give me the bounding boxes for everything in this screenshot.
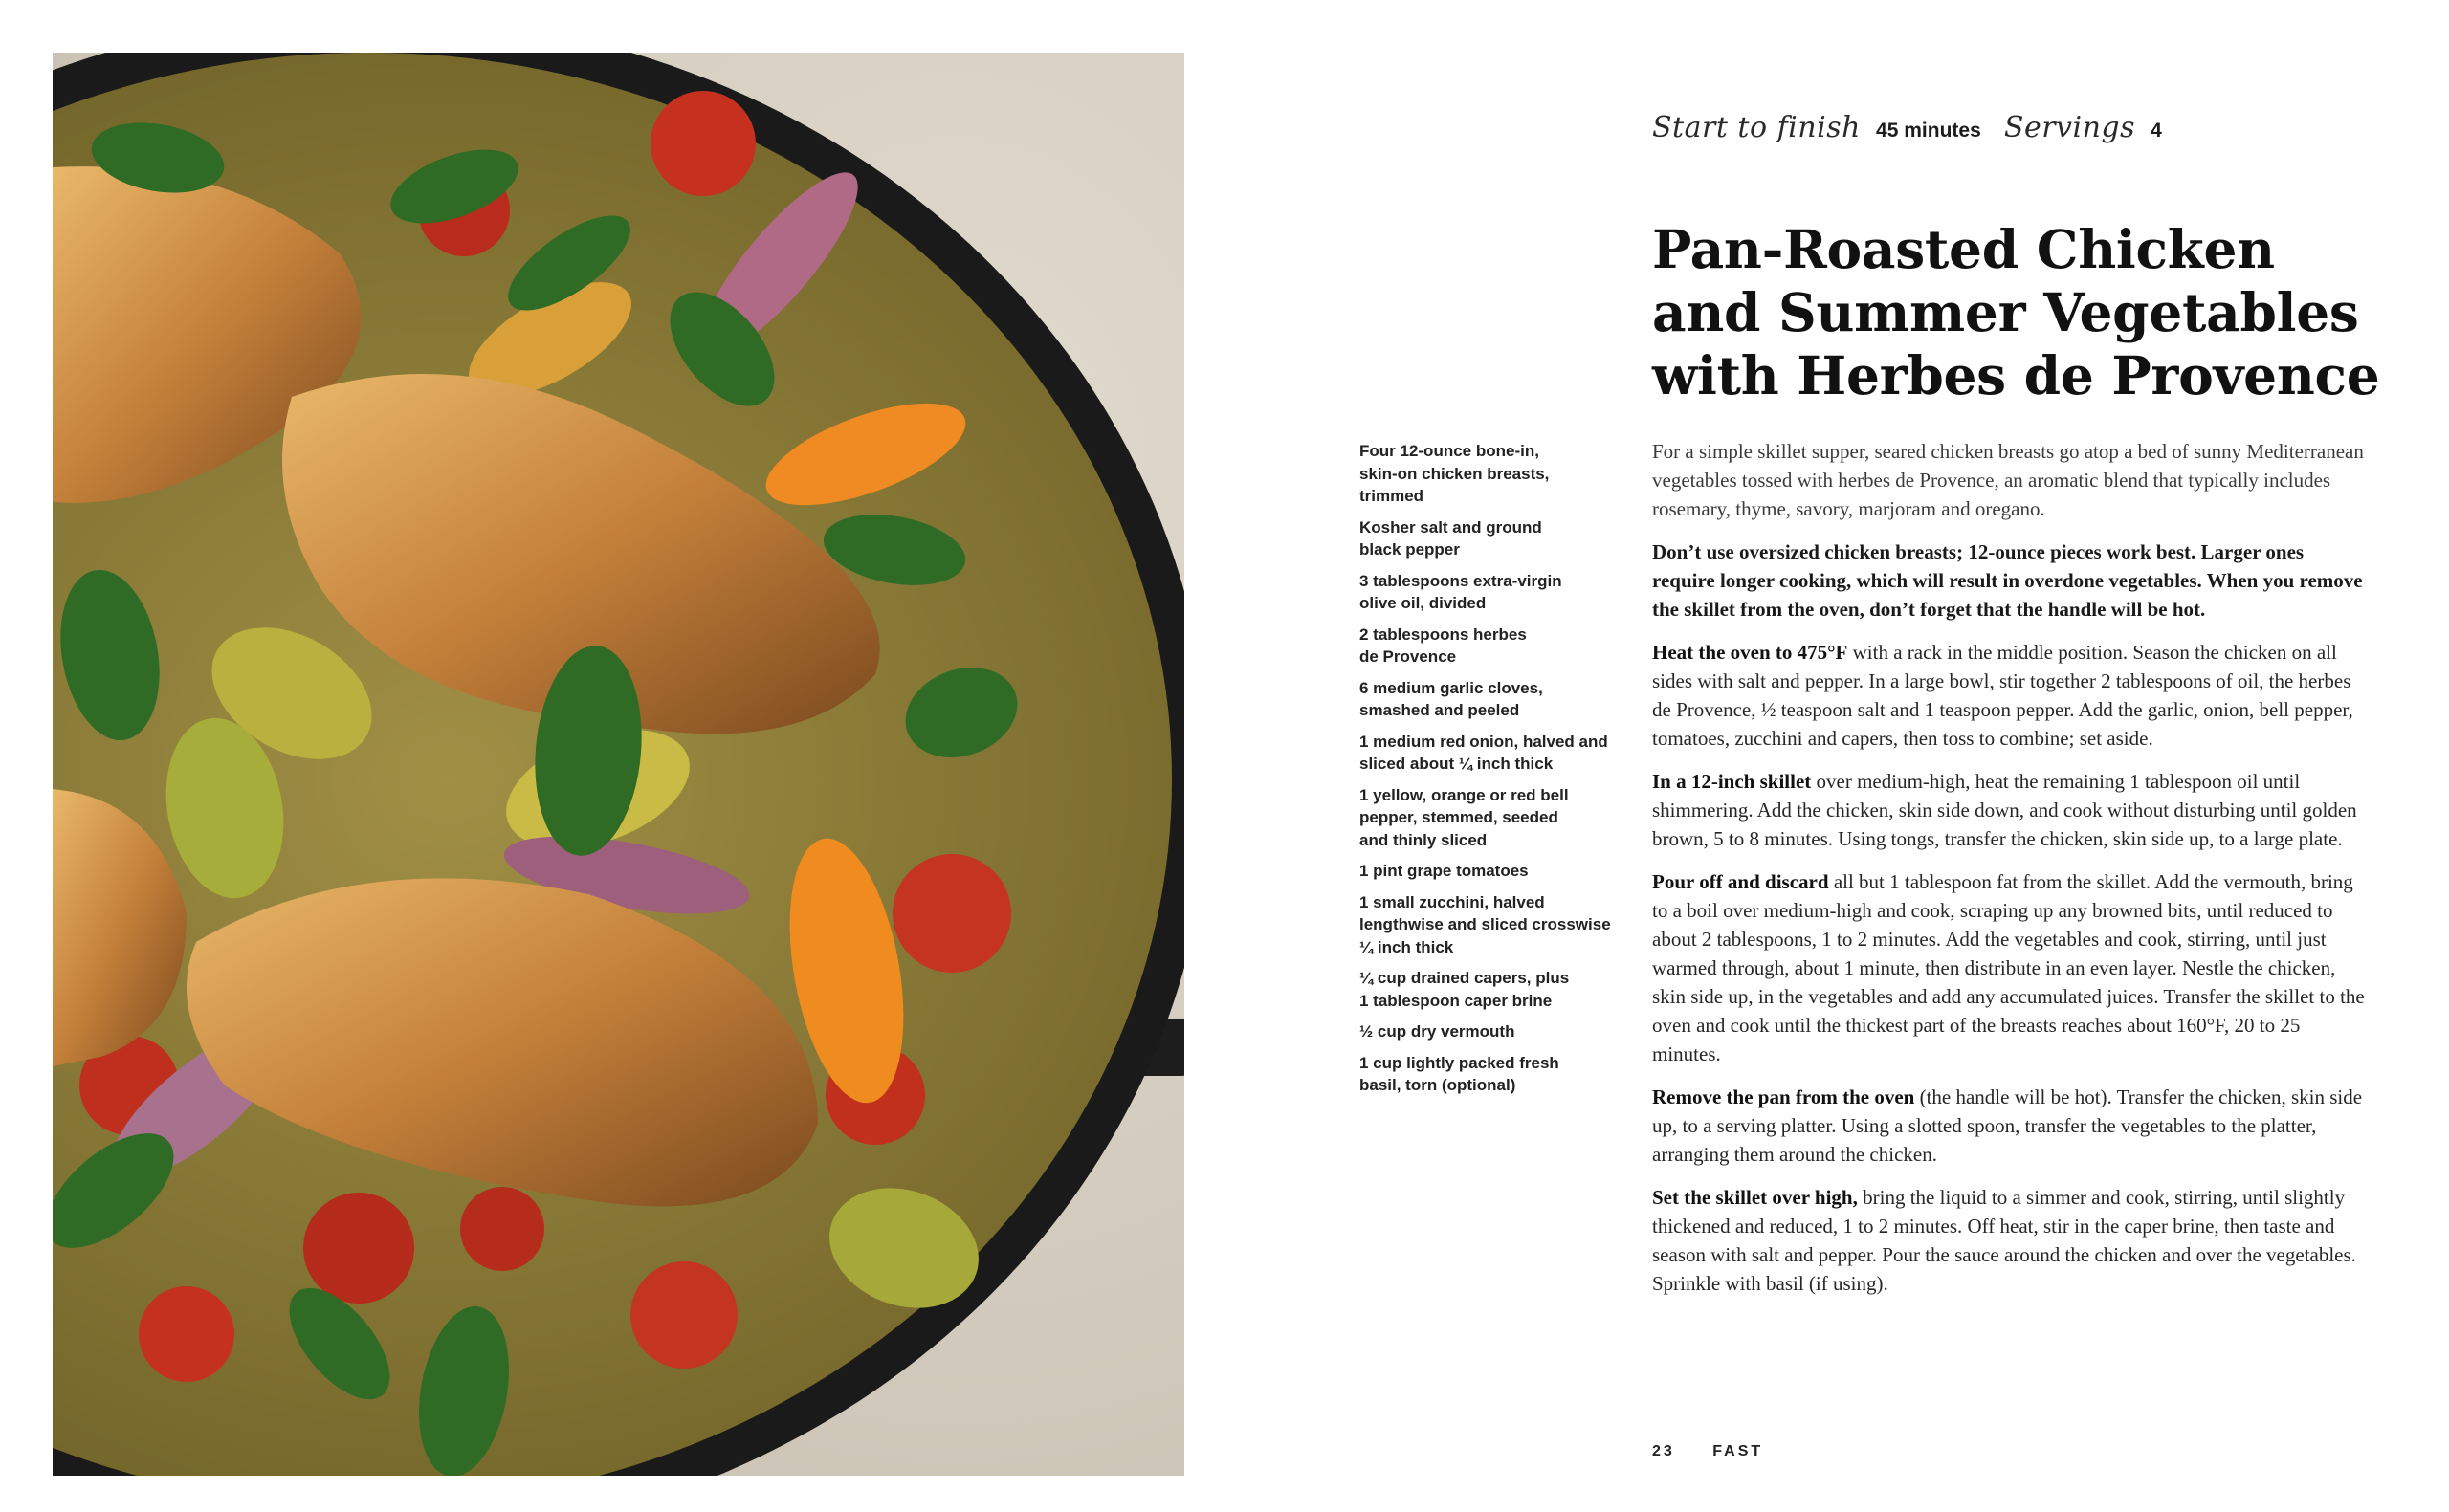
recipe-title-line: and Summer Vegetables <box>1652 281 2359 343</box>
step-text: with a rack in the middle position. Season the chicken on all sides with salt and pepper. In a large bowl, stir together 2 tablespoons of oil, the herbes de Provence, ½ teaspoon salt and 1 teaspoon pepper. Add the garlic, onion, bell pepper, tomatoes, zucchini and capers, then toss to combine; set aside. <box>1652 641 2353 750</box>
ingredient-item: 1 medium red onion, halved and sliced about ¼ inch thick <box>1359 732 1608 773</box>
ingredient-item: 3 tablespoons extra-virgin olive oil, divided <box>1359 571 1562 612</box>
recipe-step <box>1652 767 2370 853</box>
start-to-finish-label: Start to finish <box>1652 111 1861 144</box>
ingredient-item: Kosher salt and ground black pepper <box>1359 517 1542 559</box>
ingredient-item: ¼ cup drained capers, plus 1 tablespoon caper brine <box>1359 969 1570 1010</box>
servings-label: Servings <box>2003 111 2136 144</box>
servings-value: 4 <box>2151 120 2162 142</box>
step-lead: In a 12-inch skillet <box>1652 770 1812 793</box>
step-lead: Pour off and discard <box>1652 870 1829 893</box>
recipe-note: Don’t use oversized chicken breasts; 12-ounce pieces work best. Larger ones require longer cooking, which will result in overdone vegetables. When you remove the skillet from the oven, don’t forget that the handle will be hot. <box>1652 540 2363 621</box>
recipe-step <box>1652 1083 2370 1169</box>
ingredient-item: 1 cup lightly packed fresh basil, torn (optional) <box>1359 1053 1559 1094</box>
ingredient-item: 6 medium garlic cloves, smashed and peeled <box>1359 678 1543 719</box>
ingredient-item: 1 yellow, orange or red bell pepper, stemmed, seeded and thinly sliced <box>1359 785 1569 849</box>
recipe-title <box>1652 218 2398 407</box>
recipe-step <box>1652 1183 2370 1298</box>
skillet-chicken-photo <box>53 53 1184 1476</box>
step-lead: Heat the oven to 475°F <box>1652 641 1848 664</box>
recipe-step <box>1652 638 2370 753</box>
page-number: 23 <box>1652 1443 1675 1459</box>
step-lead: Set the skillet over high, <box>1652 1186 1858 1209</box>
step-text: (the handle will be hot). Transfer the chicken, skin side up, to a serving platter. Using a slotted spoon, transfer the vegetables to the platter, arranging them around the chicken. <box>1652 1085 2363 1166</box>
start-to-finish-value: 45 minutes <box>1876 120 1981 142</box>
ingredient-item: 2 tablespoons herbes de Provence <box>1359 625 1527 666</box>
ingredients-list <box>1359 440 1627 1106</box>
recipe-photo <box>53 53 1184 1476</box>
section-name: FAST <box>1712 1443 1764 1459</box>
ingredient-item: 1 small zucchini, halved lengthwise and sliced crosswise ¼ inch thick <box>1359 892 1611 956</box>
step-text: over medium-high, heat the remaining 1 tablespoon oil until shimmering. Add the chicken, skin side down, and cook without disturbing until golden brown, 5 to 8 minutes. Using tongs, transfer the chicken, skin side up, to a large plate. <box>1652 770 2357 850</box>
recipe-intro: For a simple skillet supper, seared chicken breasts go atop a bed of sunny Mediterranean vegetables tossed with herbes de Provence, an aromatic blend that typically includes rosemary, thyme, savory, marjoram and oregano. <box>1652 440 2364 520</box>
ingredient-item: 1 pint grape tomatoes <box>1359 862 1529 880</box>
ingredient-item: Four 12-ounce bone-in, skin-on chicken breasts, trimmed <box>1359 442 1550 505</box>
recipe-body <box>1652 437 2370 1312</box>
recipe-title-line: Pan-Roasted Chicken <box>1652 218 2275 280</box>
recipe-step <box>1652 867 2370 1068</box>
recipe-title-line: with Herbes de Provence <box>1652 344 2380 406</box>
page-footer <box>1652 1443 1763 1460</box>
step-text: all but 1 tablespoon fat from the skillet. Add the vermouth, bring to a boil over medium-high and cook, scraping up any browned bits, until reduced to about 2 tablespoons, 1 to 2 minutes. Add the vegetables and cook, stirring, until just warmed through, about 1 minute, then distribute in an even layer. Nestle the chicken, skin side up, in the vegetables and add any accumulated juices. Transfer the skillet to the oven and cook until the thickest part of the breasts reaches about 160°F, 20 to 25 minutes. <box>1652 870 2365 1065</box>
step-lead: Remove the pan from the oven <box>1652 1085 1915 1108</box>
ingredient-item: ½ cup dry vermouth <box>1359 1022 1515 1041</box>
step-text: bring the liquid to a simmer and cook, stirring, until slightly thickened and reduced, 1 to 2 minutes. Off heat, stir in the caper brine, then taste and season with salt and pepper. Pour the sauce around the chicken and over the vegetables. Sprinkle with basil (if using). <box>1652 1186 2356 1295</box>
recipe-meta <box>1652 111 2179 144</box>
